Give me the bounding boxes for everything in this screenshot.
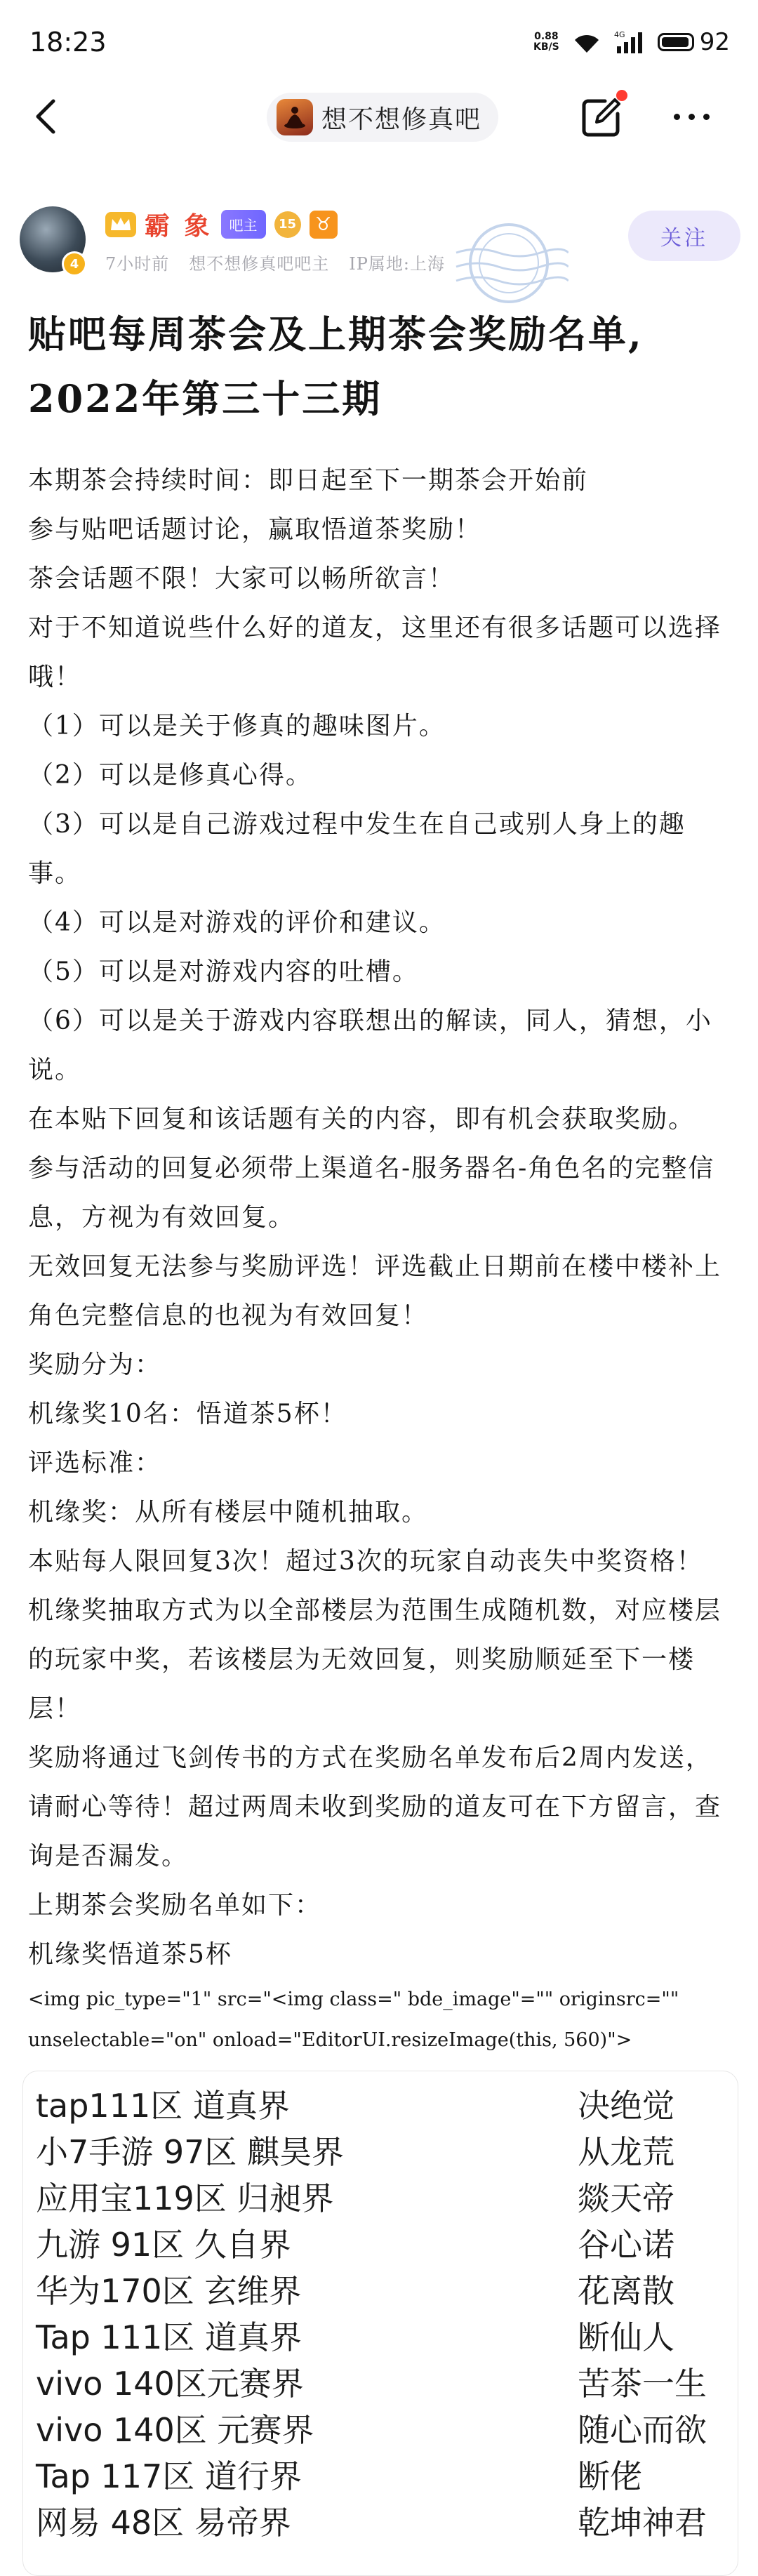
winner-server: Tap 117区 道行界 xyxy=(36,2457,302,2495)
network-speed: 0.88 KB/S xyxy=(533,31,559,53)
body-paragraph: （5）可以是对游戏内容的吐槽。 xyxy=(28,957,419,986)
body-paragraph: 无效回复无法参与奖励评选！评选截止日期前在楼中楼补上角色完整信息的也视为有效回复！ xyxy=(28,1252,722,1330)
winner-name: 花离散 xyxy=(578,2272,674,2310)
body-paragraph: 奖励将通过飞剑传书的方式在奖励名单发布后2周内发送，请耐心等待！超过两周未收到奖励的道友可在下方留言，查询是否漏发。 xyxy=(28,1744,722,1871)
forum-name: 想不想修真吧 xyxy=(321,105,482,134)
top-nav-bar xyxy=(0,79,758,156)
winner-row xyxy=(23,2268,738,2314)
winner-row xyxy=(23,2129,738,2175)
winner-server: tap111区 道真界 xyxy=(36,2087,290,2125)
winner-name: 决绝觉 xyxy=(578,2087,674,2125)
body-paragraph: （6）可以是关于游戏内容联想出的解读，同人，猜想，小说。 xyxy=(28,1007,712,1084)
post-title xyxy=(28,302,730,431)
body-paragraph: 在本贴下回复和该话题有关的内容，即有机会获取奖励。 xyxy=(28,1105,696,1134)
notification-dot xyxy=(616,90,627,101)
body-paragraph: （4）可以是对游戏的评价和建议。 xyxy=(28,908,446,937)
winner-server: Tap 111区 道真界 xyxy=(36,2318,302,2356)
winner-name: 乾坤神君 xyxy=(578,2504,707,2542)
winner-server: vivo 140区元赛界 xyxy=(36,2365,304,2403)
cellular-signal-icon xyxy=(614,29,645,55)
body-paragraph: 茶会话题不限！大家可以畅所欲言！ xyxy=(28,564,456,593)
winner-name: 断仙人 xyxy=(578,2318,674,2356)
forum-header-pill[interactable] xyxy=(267,93,498,142)
body-paragraph: 奖励分为： xyxy=(28,1350,162,1379)
winner-row xyxy=(23,2175,738,2222)
post-time: 7小时前 xyxy=(105,254,170,274)
winner-name: 断佬 xyxy=(578,2457,642,2495)
winner-server: 应用宝119区 归昶界 xyxy=(36,2179,334,2217)
author-name-line xyxy=(105,206,338,242)
winner-name: 燚天帝 xyxy=(578,2179,674,2217)
winner-server: 网易 48区 易帝界 xyxy=(36,2504,291,2542)
winner-server: 小7手游 97区 麒昊界 xyxy=(36,2133,345,2171)
author-name[interactable]: 霸 象 xyxy=(145,211,213,241)
status-icons xyxy=(533,25,730,59)
winner-row xyxy=(23,2083,738,2129)
follow-button[interactable]: 关注 xyxy=(628,211,740,261)
winner-row xyxy=(23,2453,738,2499)
level-badge: 15 xyxy=(274,211,301,238)
body-paragraph: （1）可以是关于修真的趣味图片。 xyxy=(28,712,446,741)
winner-row xyxy=(23,2222,738,2268)
winner-name: 苦茶一生 xyxy=(578,2365,707,2403)
postmark-stamp-icon xyxy=(449,211,568,316)
avatar-level-badge: 4 xyxy=(62,251,87,277)
back-arrow-icon[interactable] xyxy=(27,95,69,138)
moderator-badge: 吧主 xyxy=(221,210,266,239)
winner-name: 从龙荒 xyxy=(578,2133,674,2171)
body-paragraph: 评选标准： xyxy=(28,1449,162,1478)
winner-name: 谷心诺 xyxy=(578,2226,674,2264)
winner-server: 九游 91区 久自界 xyxy=(36,2226,291,2264)
body-paragraph: 本贴每人限回复3次！超过3次的玩家自动丧失中奖资格！ xyxy=(28,1547,703,1576)
winners-list-image[interactable] xyxy=(22,2071,738,2576)
body-paragraph: 机缘奖：从所有楼层中随机抽取。 xyxy=(28,1498,429,1527)
body-paragraph: 机缘奖悟道茶5杯 xyxy=(28,1940,232,1969)
crown-icon xyxy=(105,212,136,237)
winner-row xyxy=(23,2407,738,2453)
body-paragraph: 参与活动的回复必须带上渠道名-服务器名-角色名的完整信息，方视为有效回复。 xyxy=(28,1154,715,1232)
body-paragraph: 对于不知道说些什么好的道友，这里还有很多话题可以选择哦！ xyxy=(28,613,722,691)
body-paragraph: 机缘奖抽取方式为以全部楼层为范围生成随机数，对应楼层的玩家中奖，若该楼层为无效回复，则奖励顺延至下一楼层！ xyxy=(28,1596,722,1723)
battery-level: 92 xyxy=(699,28,730,56)
body-paragraph: （2）可以是修真心得。 xyxy=(28,761,312,790)
svg-text:4G: 4G xyxy=(613,30,625,39)
ip-location: IP属地:上海 xyxy=(349,254,445,274)
winner-server: vivo 140区 元赛界 xyxy=(36,2411,314,2449)
raw-image-code: <img pic_type="1" src="<img class=" bde_image"="" originsrc="" unselectable="on" onload="EditorUI.resizeImage(this, 560)"> xyxy=(28,1989,679,2051)
body-paragraph: （3）可以是自己游戏过程中发生在自己或别人身上的趣事。 xyxy=(28,810,686,888)
body-paragraph: 参与贴吧话题讨论，赢取悟道茶奖励！ xyxy=(28,515,482,544)
meditation-figure-icon xyxy=(281,103,309,131)
winner-row xyxy=(23,2314,738,2361)
author-forum-role: 想不想修真吧吧主 xyxy=(189,254,330,274)
more-options-icon[interactable] xyxy=(674,114,710,120)
body-paragraph: 本期茶会持续时间：即日起至下一期茶会开始前 xyxy=(28,466,589,495)
forum-avatar xyxy=(277,99,313,135)
winner-row xyxy=(23,2361,738,2407)
body-paragraph: 机缘奖10名：悟道茶5杯！ xyxy=(28,1400,347,1428)
status-time: 18:23 xyxy=(29,27,107,58)
battery-icon xyxy=(658,33,694,51)
post-body xyxy=(28,456,737,2061)
post-title-line-1: 贴吧每周茶会及上期茶会奖励名单, xyxy=(28,312,644,357)
winner-name: 随心而欲 xyxy=(578,2411,707,2449)
taurus-icon: ♉ xyxy=(310,211,338,239)
battery-indicator xyxy=(658,28,730,56)
winner-server: 华为170区 玄维界 xyxy=(36,2272,302,2310)
wifi-icon xyxy=(572,30,601,54)
body-paragraph: 上期茶会奖励名单如下： xyxy=(28,1891,322,1920)
post-meta xyxy=(105,250,445,274)
status-bar xyxy=(0,0,758,84)
post-title-line-2: 2022年第三十三期 xyxy=(28,376,383,421)
winner-row xyxy=(23,2499,738,2546)
